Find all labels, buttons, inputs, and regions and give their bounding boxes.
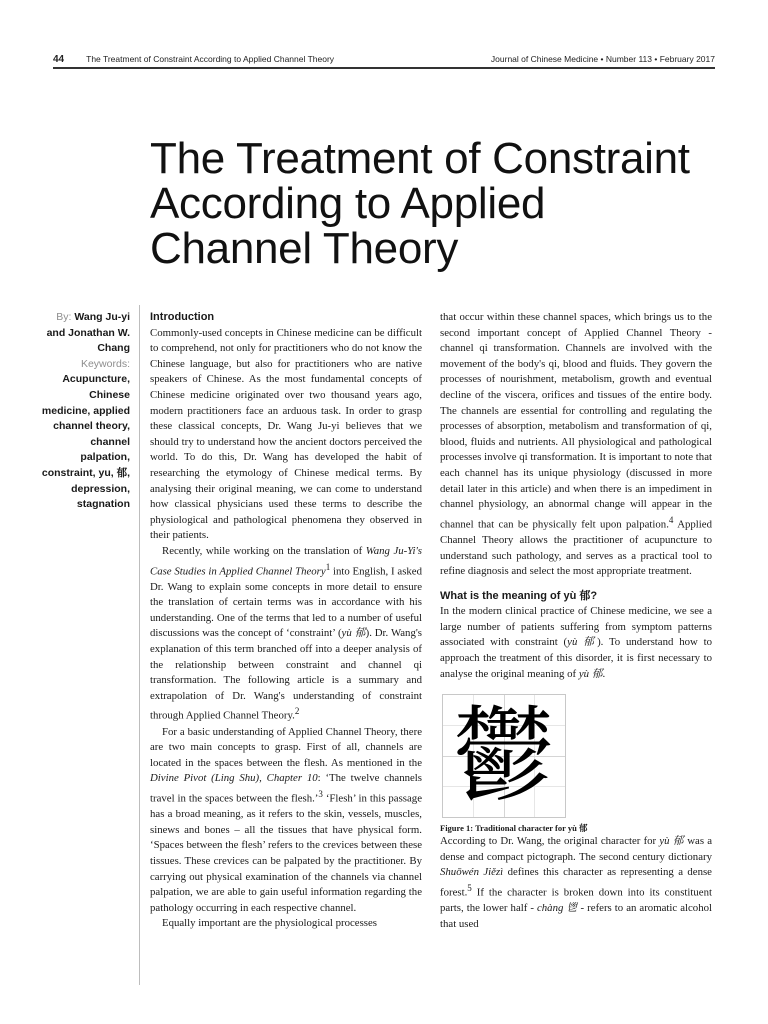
book-title: Shuōwén Jiězì: [440, 866, 504, 879]
keywords-label: Keywords:: [80, 357, 130, 370]
traditional-yu-character: 鬱: [451, 695, 556, 818]
text: was a dense and compact pictograph. The second century dictionary: [440, 835, 713, 863]
paragraph: [150, 725, 422, 917]
pinyin-term: yù 郁: [341, 627, 366, 640]
pinyin-term: yù 郁: [567, 636, 598, 649]
header-rule: [53, 67, 715, 69]
journal-info: Journal of Chinese Medicine • Number 113 • February 2017: [490, 54, 715, 64]
footnote-ref: 4: [668, 514, 674, 525]
paragraph: [440, 604, 712, 682]
column-right: [440, 310, 712, 932]
running-header: [53, 54, 715, 65]
footnote-ref: 1: [325, 561, 331, 572]
book-title: Wang Ju-Yi's Case Studies in Applied Channel Theory: [150, 544, 422, 578]
text: Recently, while working on the translation of: [162, 544, 366, 557]
article-title: The Treatment of Constraint According to Applied Channel Theory: [150, 134, 690, 273]
text: ). To understand how to approach the treatment of this disorder, it is first necessary to analyse the original meaning of: [440, 636, 712, 680]
page-number: 44: [53, 54, 65, 65]
footnote-ref: 2: [294, 706, 300, 717]
text: : ‘The twelve channels travel in the spaces between the flesh.’: [150, 772, 422, 805]
text: According to Dr. Wang, the original character for: [440, 835, 660, 848]
author-sidebar: [40, 310, 130, 513]
text: For a basic understanding of Applied Channel Theory, there are two main concepts to grasp. First of all, channels are located in the spaces between the flesh. As mentioned in the: [150, 725, 422, 769]
pinyin-term: chàng 鬯: [536, 902, 578, 915]
text: into English, I asked Dr. Wang to explain some concepts in more detail to ensure the translation of certain terms was in accordance with his understanding. One of the terms that led to a number of useful discussions was the concept of ‘constraint’ (: [150, 565, 422, 640]
text: that occur within these channel spaces, which brings us to the second important concept of Applied Channel Theory - channel qi transformation. Channels are involved with the movement of the body's qi, blood and fluids. They govern the processes of nourishment, metabolism, growth and eventual decline of the viscera, orifices and tissues of the entire body. The channels are essential for controlling and regulating the processes of absorption, metabolism and transformation of qi, blood, fluids and nutrients. All physiological and pathological processes involve qi transformation. It is important to note that each channel has its unique physiology (discussed in more detail later in this article) and when there is an impediment in channel physiology, an abnormal change will appear in the channel that can be physically felt upon palpation.: [440, 311, 712, 531]
section-heading-introduction: Introduction: [150, 311, 215, 323]
paragraph: Commonly-used concepts in Chinese medicine can be difficult to comprehend, not only for practitioners who do not know the Chinese language, but also for practitioners who are native speakers of Chinese. As the most fundamental concepts of Chinese medicine originated over two thousand years ago, modern practitioners face an arduous task. In order to grasp these classical concepts, Dr. Wang Ju-yi believes that we should try to understand how the ancient doctors perceived the world. To do this, Dr. Wang has developed the habit of researching the etymology of Chinese medical terms. By analysing their original meaning, we can come to understand how classical physicians used these terms to describe the physiological and pathological phenomena they observed in their patients.: [150, 326, 422, 542]
footnote-ref: 5: [467, 883, 472, 894]
text: ). Dr. Wang's explanation of this term branched off into a deeper analysis of the relationship between constraint and channel qi transformation. The following article is a summary and extrapolation of Dr. Wang's understanding of constraint through Applied Channel Theory.: [150, 627, 422, 723]
paragraph: [150, 544, 422, 725]
text: - refers to an aromatic alcohol that used: [440, 902, 712, 930]
text: ‘Flesh’ in this passage has a broad meaning, as it refers to the skin, vessels, muscles, sinews and bones – all the tissues that have physical form. ‘Spaces between the flesh’ refers to the crevices between these tissues. These crevices can be palpated by the practitioner. By carrying out physical examination of the channels via channel palpation, we are able to gain useful information regarding the pathology occurring in each respective channel.: [150, 792, 422, 914]
footnote-ref: 3: [318, 789, 323, 799]
text: defines this character as representing a dense forest.: [440, 866, 712, 899]
running-title: The Treatment of Constraint According to Applied Channel Theory: [86, 54, 335, 64]
text: If the character is broken down into its constituent parts, the lower half -: [440, 886, 712, 915]
paragraph: Equally important are the physiological processes: [162, 917, 377, 930]
pinyin-term: yù 郁: [578, 667, 603, 680]
text: In the modern clinical practice of Chinese medicine, we see a large number of patients suffering from symptom patterns associated with constraint (: [440, 605, 712, 649]
keywords: Acupuncture, Chinese medicine, applied channel theory, channel palpation, constraint, yu, 郁, depression, stagnation: [41, 373, 130, 511]
figure-character-grid: [442, 694, 566, 818]
text: .: [602, 667, 606, 680]
text: Applied Channel Theory allows the practitioner of acupuncture to understand such pathology, and serves as a practical tool to refine diagnosis and select the most appropriate treatment.: [440, 518, 712, 578]
book-title: Divine Pivot (Ling Shu), Chapter 10: [150, 772, 318, 785]
section-heading-meaning: What is the meaning of yù 郁?: [440, 589, 598, 602]
column-divider: [139, 305, 140, 985]
authors: Wang Ju-yi and Jonathan W. Chang: [46, 311, 130, 355]
paragraph: [440, 310, 712, 580]
figure-caption: Figure 1: Traditional character for yù 郁: [440, 823, 588, 834]
column-left: [150, 310, 422, 932]
paragraph: [440, 834, 712, 932]
by-label: By:: [56, 311, 72, 323]
pinyin-term: yù 郁: [659, 835, 685, 848]
